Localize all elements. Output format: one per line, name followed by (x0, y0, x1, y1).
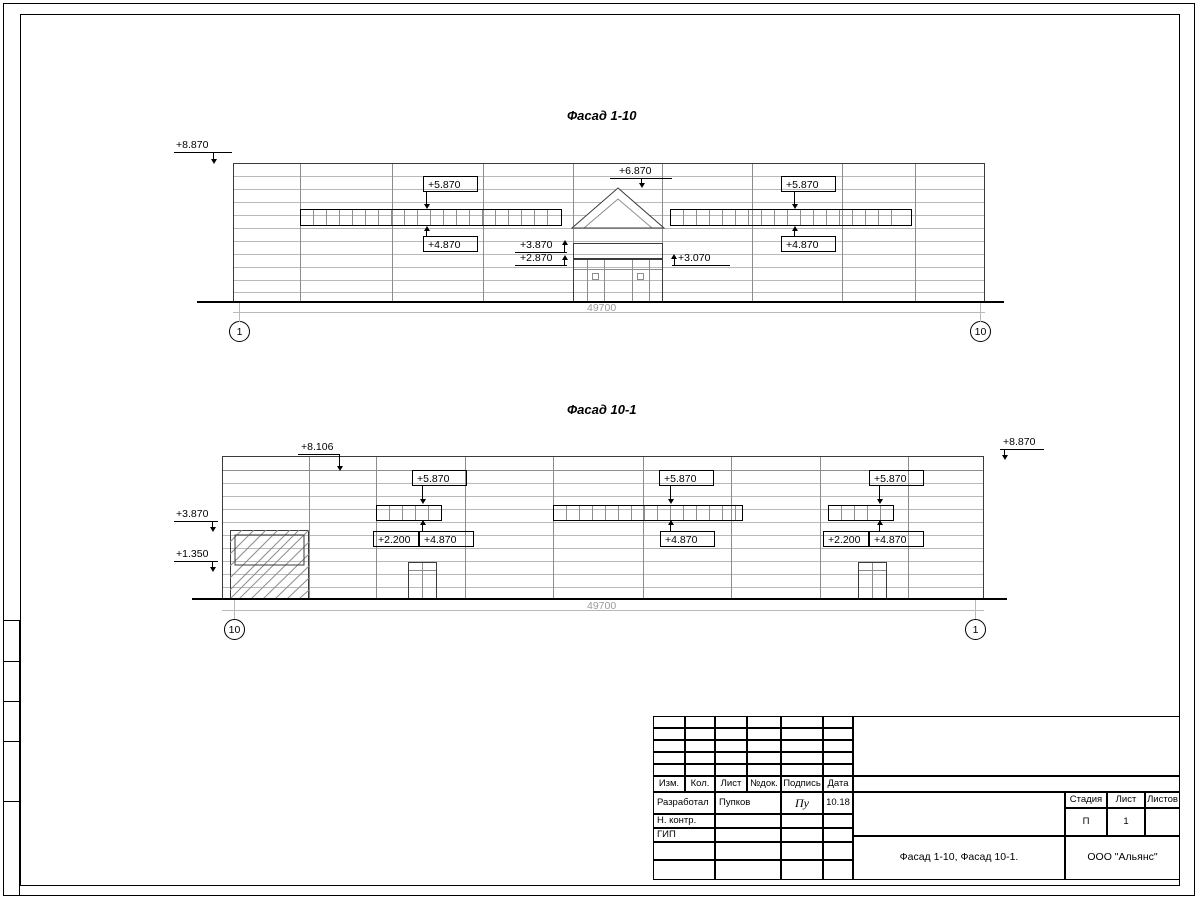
stamp-sign-nkontr (781, 814, 823, 828)
stamp-cell (715, 764, 747, 776)
entrance-header (573, 243, 663, 259)
stamp-sheet-title: Фасад 1-10, Фасад 10-1. (853, 836, 1065, 880)
window-band-middle-2 (553, 505, 743, 521)
stamp-cell (653, 740, 685, 752)
level-mark: +2.200 (378, 534, 411, 546)
stamp-cell (715, 752, 747, 764)
axis-bubble-left: 1 (229, 321, 250, 342)
stamp-value-stadia: П (1065, 808, 1107, 836)
stamp-cell (653, 752, 685, 764)
level-mark: +5.870 (417, 473, 450, 485)
window-band-left-2 (376, 505, 442, 521)
stamp-cell (747, 764, 781, 776)
window-band-right (670, 209, 912, 226)
level-mark: +3.870 (520, 239, 553, 251)
stamp-cell (781, 842, 823, 860)
stamp-role-nkontr: Н. контр. (653, 814, 715, 828)
stamp-cell (685, 716, 715, 728)
pilaster (842, 164, 843, 302)
stamp-cell (781, 860, 823, 880)
pilaster (752, 164, 753, 302)
level-mark: +8.106 (301, 441, 334, 453)
stamp-cell (823, 752, 853, 764)
level-mark: +3.870 (176, 508, 209, 520)
stamp-cell (781, 752, 823, 764)
stamp-cell (853, 716, 1180, 776)
stamp-sheet-title-placeholder (853, 792, 1065, 836)
stamp-cell (653, 728, 685, 740)
stamp-role-gip: ГИП (653, 828, 715, 842)
level-mark: +2.200 (828, 534, 861, 546)
level-mark: +8.870 (176, 139, 209, 151)
level-mark: +4.870 (428, 239, 461, 251)
stamp-header-izm: Изм. (653, 776, 685, 792)
facade-10-1-overall-dim: 49700 (587, 600, 617, 612)
stamp-header-kol: Кол. (685, 776, 715, 792)
stamp-cell (653, 764, 685, 776)
entrance-gable (570, 186, 666, 248)
stamp-cell (747, 752, 781, 764)
stamp-cell (781, 728, 823, 740)
stamp-cell (685, 740, 715, 752)
stamp-cell (685, 728, 715, 740)
stamp-cell (653, 860, 715, 880)
facade-1-10-title: Фасад 1-10 (567, 108, 637, 123)
level-mark: +5.870 (664, 473, 697, 485)
stamp-cell (685, 752, 715, 764)
stamp-date-nkontr (823, 814, 853, 828)
level-mark: +6.870 (619, 165, 652, 177)
stamp-sign-gip (781, 828, 823, 842)
stamp-header-ndok: №док. (747, 776, 781, 792)
stamp-cell (823, 716, 853, 728)
hatched-block (230, 530, 309, 599)
stamp-cell (823, 728, 853, 740)
title-block (653, 716, 1180, 886)
stamp-value-listov (1145, 808, 1180, 836)
door-hardware (592, 273, 599, 280)
stamp-cell (715, 740, 747, 752)
facade-10-1-title: Фасад 10-1 (567, 402, 637, 417)
stamp-cell (781, 764, 823, 776)
stamp-date-razrabotal: 10.18 (823, 792, 853, 814)
stamp-date-gip (823, 828, 853, 842)
level-mark: +4.870 (874, 534, 907, 546)
stamp-header-list: Лист (715, 776, 747, 792)
level-mark: +1.350 (176, 548, 209, 560)
stamp-name-gip (715, 828, 781, 842)
pilaster (915, 164, 916, 302)
stamp-cell (653, 716, 685, 728)
stamp-role-razrabotal: Разработал (653, 792, 715, 814)
level-mark: +4.870 (665, 534, 698, 546)
stamp-header-podpis: Подпись (781, 776, 823, 792)
stamp-name-razrabotal: Пупков (715, 792, 781, 814)
stamp-cell (823, 842, 853, 860)
level-mark: +4.870 (786, 239, 819, 251)
stamp-cell (715, 728, 747, 740)
stamp-cell (823, 860, 853, 880)
pilaster (392, 164, 393, 302)
facade-1-10-overall-dim: 49700 (587, 302, 617, 314)
pilaster (483, 164, 484, 302)
level-mark: +2.870 (520, 252, 553, 264)
axis-bubble-right: 10 (970, 321, 991, 342)
stamp-cell (747, 728, 781, 740)
stamp-cell (853, 776, 1180, 792)
stamp-cell (715, 716, 747, 728)
stamp-cell (823, 740, 853, 752)
stamp-header-listov: Листов (1145, 792, 1180, 808)
axis-bubble-left-2: 10 (224, 619, 245, 640)
door-hardware (637, 273, 644, 280)
stamp-cell (715, 842, 781, 860)
stamp-cell (747, 716, 781, 728)
stamp-cell (685, 764, 715, 776)
stamp-cell (653, 842, 715, 860)
sheet-left-margin-strip (3, 620, 20, 896)
stamp-company: ООО "Альянс" (1065, 836, 1180, 880)
siding-line (234, 176, 984, 177)
stamp-sign-razrabotal (781, 792, 823, 814)
stamp-name-nkontr (715, 814, 781, 828)
level-mark: +3.070 (678, 252, 711, 264)
stamp-cell (781, 716, 823, 728)
stamp-cell (781, 740, 823, 752)
pilaster (300, 164, 301, 302)
axis-bubble-right-2: 1 (965, 619, 986, 640)
level-mark: +5.870 (786, 179, 819, 191)
stamp-value-list: 1 (1107, 808, 1145, 836)
stamp-cell (823, 764, 853, 776)
window-band-right-2 (828, 505, 894, 521)
stamp-header-data: Дата (823, 776, 853, 792)
stamp-cell (747, 740, 781, 752)
level-mark: +4.870 (424, 534, 457, 546)
level-mark: +5.870 (428, 179, 461, 191)
stamp-header-stadia: Стадия (1065, 792, 1107, 808)
level-mark: +8.870 (1003, 436, 1036, 448)
level-mark: +5.870 (874, 473, 907, 485)
signature-glyph: Пу (795, 795, 809, 810)
stamp-cell (715, 860, 781, 880)
stamp-header-list2: Лист (1107, 792, 1145, 808)
